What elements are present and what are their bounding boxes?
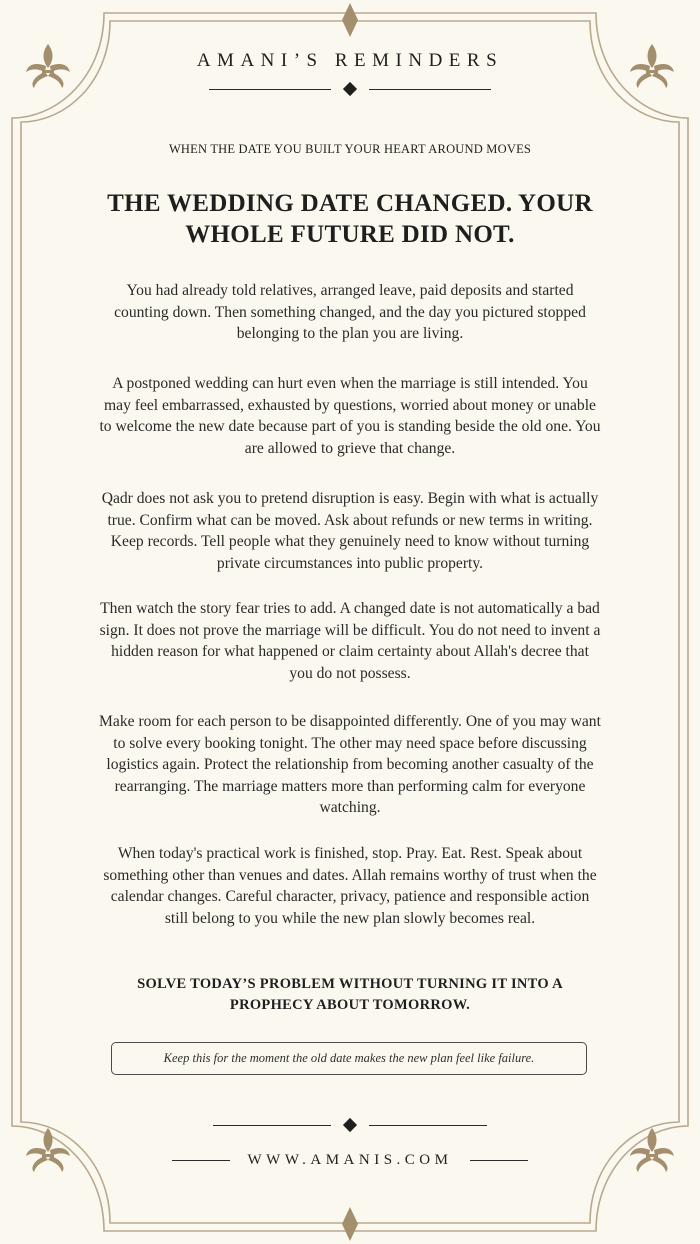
diamond-ornament-icon: [343, 82, 357, 96]
website-link[interactable]: WWW.AMANIS.COM: [247, 1152, 453, 1168]
paragraph-5: Make room for each person to be disappointed differently. One of you may want to solve every booking tonight. The other may need space before discussing logistics again. Protect the relationship from becoming another casualty of the rearranging. The marriage matters more than performing calm for everyone watching.: [99, 713, 601, 817]
header-title: AMANI’S REMINDERS: [196, 50, 504, 71]
paragraph-6: When today's practical work is finished, stop. Pray. Eat. Rest. Speak about something other than venues and dates. Allah remains worthy of trust when the calendar changes. Careful character, privacy, patience and responsible action still belong to you while the new plan slowly becomes real.: [103, 845, 597, 927]
note-box: [111, 1042, 587, 1075]
divider-line: [369, 89, 491, 90]
paragraph-3: Qadr does not ask you to pretend disruption is easy. Begin with what is actually true. Confirm what can be moved. Ask about refunds or new terms in writing. Keep records. Tell people what they genuinely need to know without turning private circumstances into public property.: [101, 490, 599, 572]
paragraph-1: You had already told relatives, arranged leave, paid deposits and started counting down. Then something changed, and the day you pictured stopped belonging to the plan you are living.: [114, 282, 586, 343]
divider-line: [470, 1160, 528, 1161]
paragraph-2: A postponed wedding can hurt even when the marriage is still intended. You may feel embarrassed, exhausted by questions, worried about money or unable to welcome the new date because part of you is standing beside the old one. You are allowed to grieve that change.: [99, 375, 601, 457]
footer-divider: [0, 1120, 700, 1130]
note-text: Keep this for the moment the old date makes the new plan feel like failure.: [163, 1051, 535, 1065]
divider-line: [172, 1160, 230, 1161]
article-kicker: WHEN THE DATE YOU BUILT YOUR HEART AROUND MOVES: [168, 142, 532, 156]
divider-line: [369, 1125, 487, 1126]
article-headline: THE WEDDING DATE CHANGED. YOUR WHOLE FUTURE DID NOT.: [107, 190, 593, 248]
paragraph-4: Then watch the story fear tries to add. A changed date is not automatically a bad sign. It does not prove the marriage will be difficult. You do not need to invent a hidden reason for what happened or claim certainty about Allah's decree that you do not possess.: [99, 600, 601, 682]
closing-statement: SOLVE TODAY’S PROBLEM WITHOUT TURNING IT INTO A PROPHECY ABOUT TOMORROW.: [137, 976, 563, 1013]
diamond-ornament-icon: [343, 1118, 357, 1132]
divider-line: [213, 1125, 331, 1126]
header-divider: [0, 84, 700, 94]
divider-line: [209, 89, 331, 90]
footer: [0, 1152, 700, 1169]
